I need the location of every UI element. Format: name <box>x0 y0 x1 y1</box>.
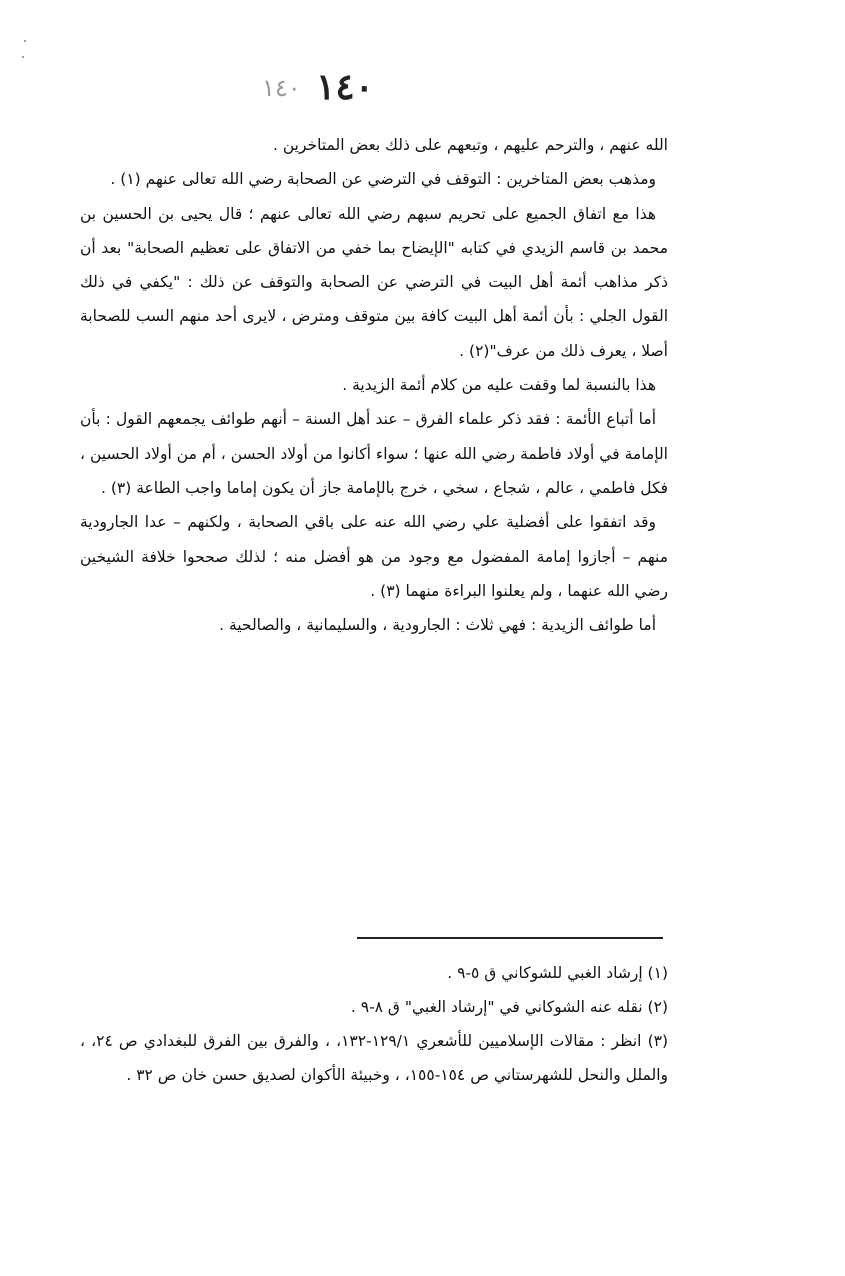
paragraph: هذا مع اتفاق الجميع على تحريم سبهم رضي الله تعالى عنهم ؛ قال يحيى بن الحسين بن محمد بن قاسم الزيدي في كتابه "الإيضاح بما خفي من الاتفاق على تعظيم الصحابة" بعد أن ذكر مذاهب أئمة أهل البيت في الترضي عن الصحابة والتوقف عن ذلك : "يكفي في ذلك القول الجلي : بأن أئمة أهل البيت كافة بين متوقف ومترض ، لايرى أحد منهم السب للصحابة أصلا ، يعرف ذلك من عرف"(٢) . <box>80 204 668 360</box>
footnotes <box>80 956 668 1092</box>
paragraph: ومذهب بعض المتاخرين : التوقف في الترضي عن الصحابة رضي الله تعالى عنهم (١) . <box>110 170 656 189</box>
footnote: (٣) انظر : مقالات الإسلاميين للأشعري ١٢٩/١-١٣٢، ، والفرق بين الفرق للبغدادي ص ٢٤، ، والملل والنحل للشهرستاني ص ١٥٤-١٥٥، ، وخبيئة الأكوان لصديق حسن خان ص ٣٢ . <box>80 1032 669 1084</box>
paragraph: هذا بالنسبة لما وقفت عليه من كلام أئمة الزيدية . <box>342 376 656 395</box>
paragraph: أما أتباع الأئمة : فقد ذكر علماء الفرق – عند أهل السنة – أنهم طوائف يجمعهم القول : بأن الإمامة في أولاد فاطمة رضي الله عنها ؛ سواء أكانوا من أولاد الحسن ، أم من أولاد الحسين ، فكل فاطمي ، عالم ، شجاع ، سخي ، خرج بالإمامة جاز أن يكون إماما واجب الطاعة (٣) . <box>80 410 668 497</box>
paragraph: وقد اتفقوا على أفضلية علي رضي الله عنه على باقي الصحابة ، ولكنهم – عدا الجارودية منهم – أجازوا إمامة المفضول مع وجود من هو أفضل منه ؛ لذلك صححوا خلافة الشيخين رضي الله عنهما ، ولم يعلنوا البراءة منهما (٣) . <box>80 513 668 600</box>
scan-speck <box>24 40 26 42</box>
paragraph: الله عنهم ، والترحم عليهم ، وتبعهم على ذلك بعض المتاخرين . <box>273 136 668 154</box>
body-text <box>80 128 668 642</box>
page-number <box>250 66 400 110</box>
paragraph: أما طوائف الزيدية : فهي ثلاث : الجارودية ، والسليمانية ، والصالحية . <box>219 616 656 635</box>
footnote: (١) إرشاد الغبي للشوكاني ق ٥-٩ . <box>447 964 668 982</box>
scan-speck <box>22 56 24 58</box>
footnote-separator <box>357 937 663 939</box>
page-number-main: ١٤٠ <box>316 66 375 108</box>
footnote: (٢) نقله عنه الشوكاني في "إرشاد الغبي" ق ٨-٩ . <box>350 998 668 1016</box>
page-number-faint: ١٤٠ <box>262 74 301 102</box>
